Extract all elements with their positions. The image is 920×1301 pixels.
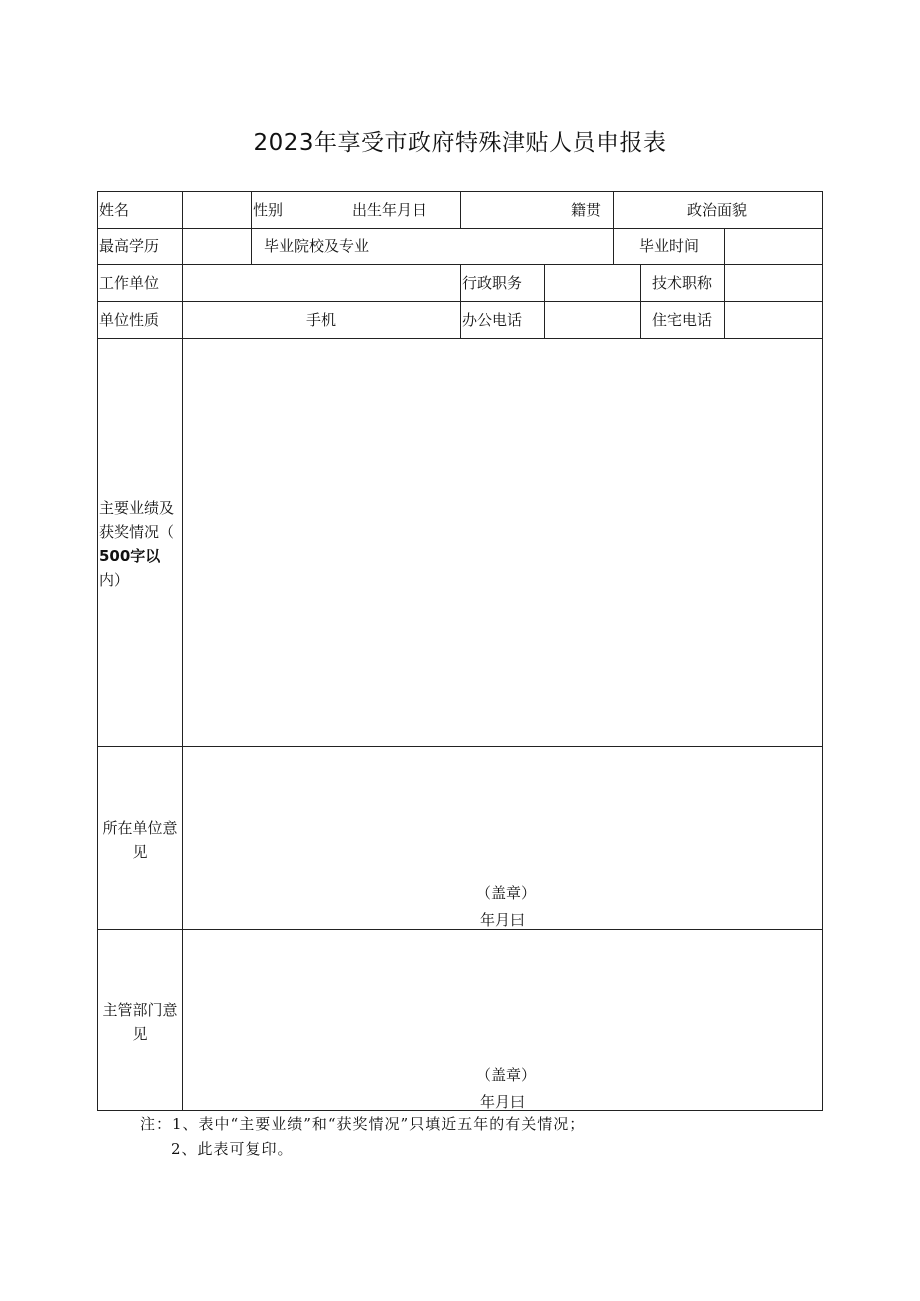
tech-title-label: 技术职称 — [652, 274, 713, 292]
home-phone-field[interactable] — [725, 302, 822, 338]
name-field[interactable] — [183, 192, 250, 228]
achievements-label-line: 500字以 — [99, 547, 161, 565]
column-divider — [640, 264, 641, 338]
mobile-label: 手机 — [306, 311, 337, 329]
column-divider — [460, 264, 461, 338]
office-phone-field[interactable] — [545, 302, 639, 338]
education-label: 最高学历 — [99, 237, 160, 255]
unit-opinion-label: 所在单位意见 — [102, 819, 178, 861]
education-field[interactable] — [183, 229, 250, 264]
home-phone-label: 住宅电话 — [652, 311, 713, 329]
birth-date-field[interactable] — [461, 192, 551, 228]
page-title: 2023年享受市政府特殊津贴人员申报表 — [253, 130, 667, 156]
achievements-field[interactable] — [183, 339, 822, 746]
school-major-label: 毕业院校及专业 — [264, 237, 370, 255]
achievements-label-line: 主要业绩及 — [99, 499, 175, 517]
birth-date-label: 出生年月日 — [352, 201, 428, 219]
dept-opinion-date: 年月曰 — [480, 1093, 526, 1111]
footnote-1: 注：1、表中“主要业绩”和“获奖情况”只填近五年的有关情况； — [140, 1115, 586, 1133]
unit-type-label: 单位性质 — [99, 311, 160, 329]
dept-opinion-label: 主管部门意见 — [102, 1001, 178, 1043]
graduation-time-label: 毕业时间 — [639, 237, 700, 255]
name-label: 姓名 — [99, 201, 130, 219]
unit-opinion-seal: （盖章） — [476, 884, 537, 902]
work-unit-label: 工作单位 — [99, 274, 160, 292]
gender-label: 性别 — [253, 201, 284, 219]
admin-post-label: 行政职务 — [462, 274, 523, 292]
graduation-time-field[interactable] — [725, 229, 822, 264]
dept-opinion-seal: （盖章） — [476, 1066, 537, 1084]
achievements-label — [99, 496, 181, 592]
tech-title-field[interactable] — [725, 265, 822, 301]
column-divider — [613, 191, 614, 264]
admin-post-field[interactable] — [545, 265, 639, 301]
unit-opinion-date: 年月曰 — [480, 911, 526, 929]
work-unit-field[interactable] — [183, 265, 459, 301]
achievements-label-line: 获奖情况（ — [99, 523, 175, 541]
office-phone-label: 办公电话 — [462, 311, 523, 329]
column-divider — [251, 191, 252, 264]
footnote-2: 2、此表可复印。 — [171, 1140, 294, 1158]
achievements-label-line: 内） — [99, 571, 130, 589]
hometown-label: 籍贯 — [571, 201, 602, 219]
political-status-label: 政治面貌 — [687, 201, 748, 219]
